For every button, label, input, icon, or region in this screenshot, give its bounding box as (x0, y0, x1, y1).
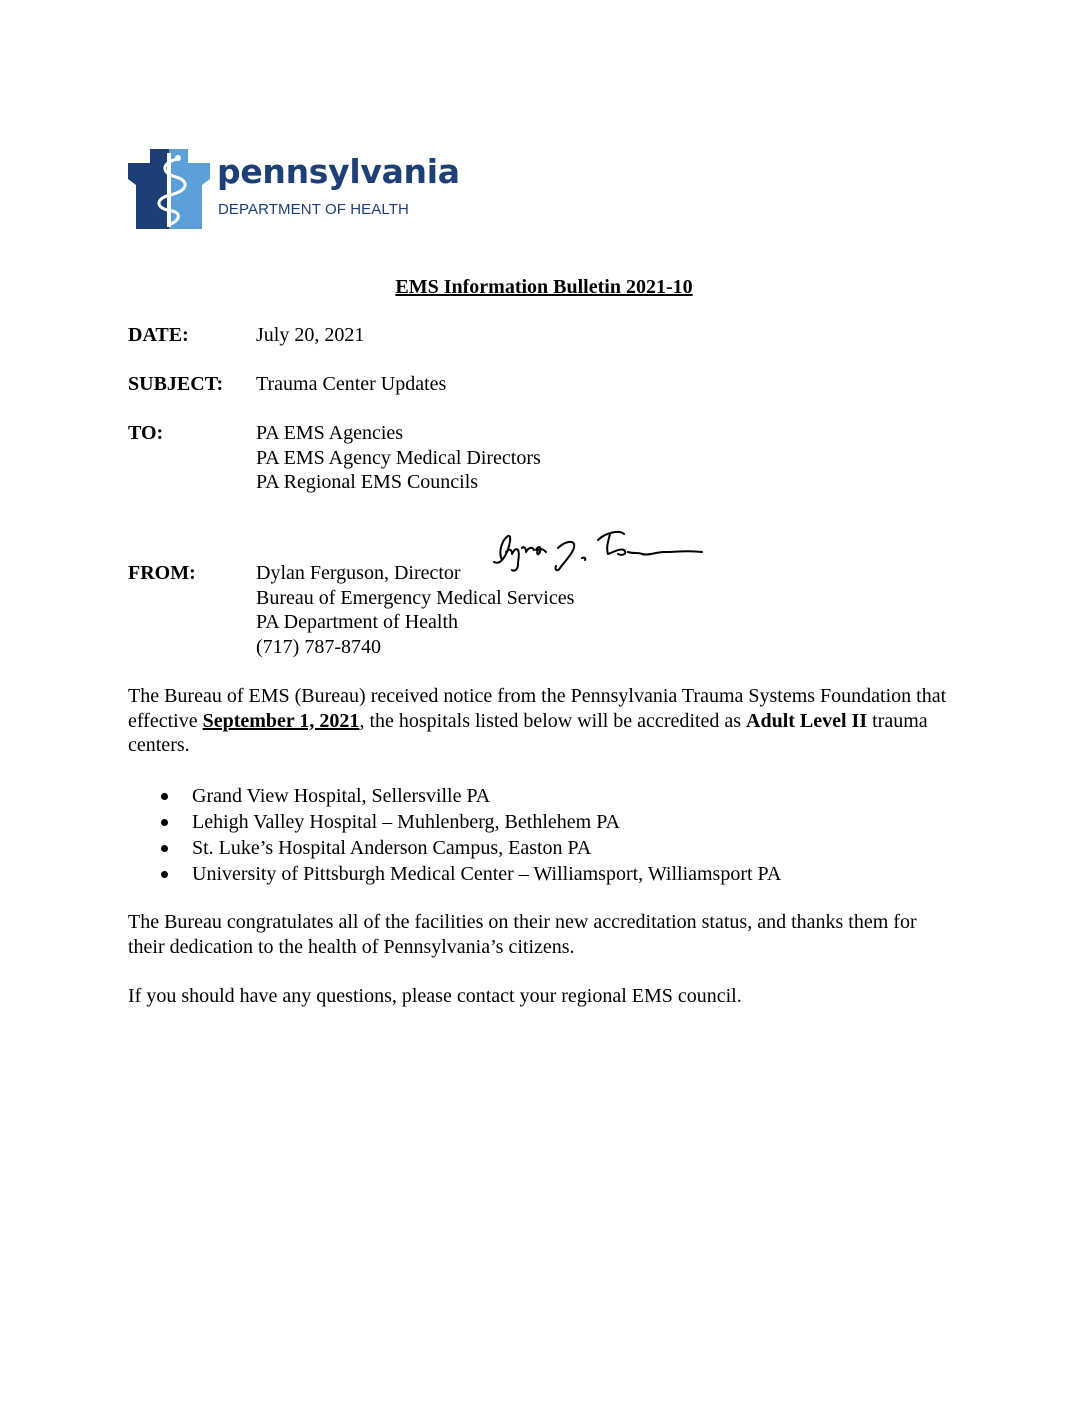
to-recipient: PA EMS Agencies (256, 422, 404, 444)
hospital-name: Lehigh Valley Hospital – Muhlenberg, Bethlehem PA (192, 811, 620, 833)
subject-label: SUBJECT: (128, 373, 224, 395)
to-recipients (256, 421, 541, 495)
notice-text: , the hospitals listed below will be accredited as (359, 709, 746, 732)
from-line: Dylan Ferguson, Director (256, 562, 461, 584)
hospital-name: St. Luke’s Hospital Anderson Campus, Easton PA (192, 837, 592, 859)
keystone-caduceus-icon (128, 149, 210, 229)
hospital-name: University of Pittsburgh Medical Center – Williamsport, Williamsport PA (192, 863, 782, 885)
to-recipient: PA EMS Agency Medical Directors (256, 446, 541, 469)
list-item (128, 861, 958, 887)
date-value: July 20, 2021 (256, 324, 365, 346)
contact-paragraph: If you should have any questions, please contact your regional EMS council. (128, 985, 742, 1007)
bullet-icon (161, 871, 168, 878)
to-label: TO: (128, 422, 164, 444)
notice-text: The Bureau of EMS (Bureau) received notice from the Pennsylvania Trauma Systems Foundation that effective (128, 685, 947, 732)
date-label: DATE: (128, 324, 189, 346)
from-sender (256, 561, 574, 659)
list-item (128, 783, 958, 809)
from-label: FROM: (128, 562, 196, 584)
logo-wordmark: pennsylvania (217, 152, 460, 191)
bulletin-title: EMS Information Bulletin 2021-10 (395, 276, 693, 298)
bullet-icon (161, 819, 168, 826)
list-item (128, 835, 958, 861)
hospital-name: Grand View Hospital, Sellersville PA (192, 785, 491, 807)
from-line: Bureau of Emergency Medical Services (256, 586, 575, 609)
logo-subtitle: DEPARTMENT OF HEALTH (218, 201, 409, 218)
congratulations-paragraph: The Bureau congratulates all of the facilities on their new accreditation status, and thanks them for their dedication to the health of Pennsylvania’s citizens. (128, 911, 917, 958)
pa-doh-logo (128, 149, 458, 229)
bullet-icon (161, 845, 168, 852)
list-item (128, 809, 958, 835)
accreditation-notice-paragraph (128, 684, 958, 758)
effective-date: September 1, 2021 (202, 709, 360, 732)
from-line: PA Department of Health (256, 611, 459, 633)
notice-text: trauma centers. (128, 709, 928, 756)
bullet-icon (161, 793, 168, 800)
from-line: (717) 787-8740 (256, 635, 381, 658)
to-recipient: PA Regional EMS Councils (256, 471, 479, 493)
subject-value: Trauma Center Updates (256, 373, 447, 395)
hospital-list (128, 783, 958, 887)
trauma-level: Adult Level II (746, 709, 868, 732)
